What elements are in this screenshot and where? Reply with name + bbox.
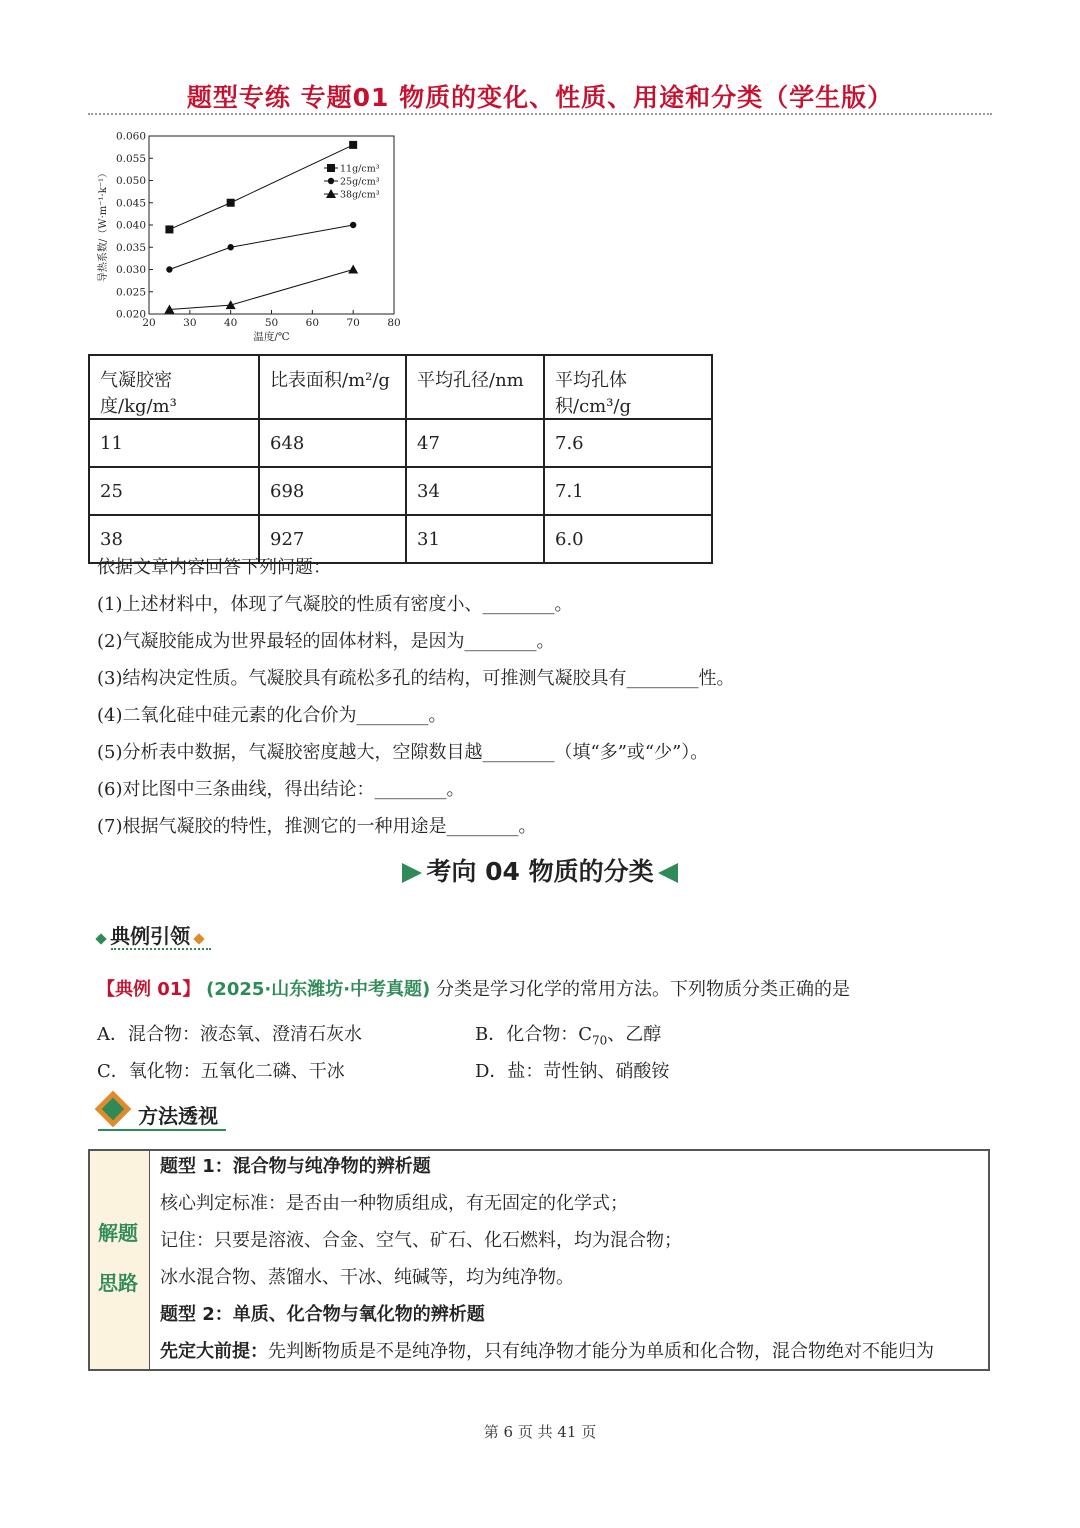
data-point-series-1: [349, 141, 357, 149]
heading-underline: [111, 948, 211, 950]
question-3: (3)结构决定性质。气凝胶具有疏松多孔的结构，可推测气凝胶具有________性。: [97, 668, 735, 689]
method-line-3: 记住：只要是溶液、合金、空气、矿石、化石燃料，均为混合物；: [160, 1230, 682, 1251]
example-question: [97, 975, 850, 1001]
questions-intro: 依据文章内容回答下列问题：: [97, 557, 331, 578]
table-row: [89, 419, 712, 467]
method-line-1: 题型 1：混合物与纯净物的辨析题: [160, 1156, 431, 1177]
table-cell: 47: [406, 419, 544, 467]
side-label-1: 解题: [98, 1221, 138, 1245]
question-1: (1)上述材料中，体现了气凝胶的性质有密度小、________。: [97, 594, 573, 615]
section-title-text: 考向 04 物质的分类: [426, 857, 654, 886]
option-b: [475, 1020, 661, 1048]
question-7: (7)根据气凝胶的特性，推测它的一种用途是________。: [97, 816, 537, 837]
method-heading: [98, 1093, 228, 1133]
x-tick-label: 50: [264, 317, 279, 329]
option-c: C．氧化物：五氧化二磷、干冰: [97, 1061, 345, 1082]
method-line-4: 冰水混合物、蒸馏水、干冰、纯碱等，均为纯净物。: [160, 1267, 574, 1288]
y-tick-label: 0.040: [115, 219, 146, 232]
table-cell: 11: [89, 419, 259, 467]
table-cell: 698: [259, 467, 406, 515]
method-line-6-rest: 先判断物质是不是纯净物，只有纯净物才能分为单质和化合物，混合物绝对不能归为: [268, 1341, 934, 1362]
data-point-series-2: [227, 244, 233, 250]
method-line-2: 核心判定标准：是否由一种物质组成，有无固定的化学式；: [160, 1193, 628, 1214]
x-tick-label: 20: [142, 317, 156, 329]
data-point-series-3: [348, 265, 358, 274]
table-header-row: [89, 355, 712, 419]
table-row: [89, 467, 712, 515]
y-tick-label: 0.045: [115, 197, 146, 210]
table-cell: 34: [406, 467, 544, 515]
series-line-1: [169, 145, 353, 230]
data-point-series-2: [166, 266, 172, 272]
table-cell: 6.0: [544, 515, 712, 563]
data-point-series-1: [165, 225, 173, 233]
table-cell: 927: [259, 515, 406, 563]
y-tick-label: 0.060: [115, 130, 146, 143]
x-tick-label: 60: [305, 317, 320, 329]
data-point-series-1: [227, 199, 235, 207]
arrow-left-icon: [658, 863, 678, 883]
y-tick-label: 0.025: [115, 286, 146, 299]
table-cell: 25: [89, 467, 259, 515]
series-line-3: [169, 270, 353, 310]
option-b-subscript: 70: [592, 1033, 608, 1048]
question-4: (4)二氧化硅中硅元素的化合价为________。: [97, 705, 447, 726]
option-b-suffix: 、乙醇: [607, 1024, 662, 1045]
x-tick-label: 80: [387, 317, 401, 329]
table-header-cell: 平均孔体积/cm³/g: [544, 355, 712, 419]
example-source: (2025·山东潍坊·中考真题): [206, 979, 431, 1000]
diamond-icon: [194, 933, 205, 944]
table-cell: 31: [406, 515, 544, 563]
table-header-cell: 平均孔径/nm: [406, 355, 544, 419]
method-line-6: [160, 1337, 934, 1363]
aerogel-data-table: [88, 354, 713, 564]
question-2: (2)气凝胶能成为世界最轻的固体材料，是因为________。: [97, 631, 555, 652]
thermal-conductivity-chart: [92, 126, 412, 348]
table-header-cell: 比表面积/m²/g: [259, 355, 406, 419]
y-tick-label: 0.055: [115, 152, 146, 165]
arrow-right-icon: [402, 863, 422, 883]
method-side-panel: [90, 1151, 150, 1369]
legend-label: 38g/cm³: [340, 189, 380, 201]
example-label: 【典例 01】: [97, 979, 201, 1000]
x-tick-label: 70: [346, 317, 360, 329]
header-divider: [88, 113, 992, 115]
y-tick-label: 0.035: [115, 241, 146, 254]
page-footer: 第 6 页 共 41 页: [483, 1423, 597, 1441]
table-cell: 7.1: [544, 467, 712, 515]
legend-label: 25g/cm³: [340, 176, 380, 188]
example-heading: [97, 920, 203, 949]
y-axis-label: 导热系数/（W·m⁻¹·k⁻¹）: [98, 167, 109, 283]
method-line-5: 题型 2：单质、化合物与氧化物的辨析题: [160, 1304, 485, 1325]
example-heading-text: 典例引领: [110, 924, 191, 948]
option-a: A．混合物：液态氧、澄清石灰水: [97, 1024, 362, 1045]
legend-label: 11g/cm³: [340, 163, 380, 175]
question-5: (5)分析表中数据，气凝胶密度越大，空隙数目越________（填“多”或“少”）。: [97, 742, 709, 763]
section-heading: [0, 852, 1080, 888]
legend-marker: [328, 178, 334, 184]
series-line-2: [169, 225, 353, 270]
x-tick-label: 40: [223, 317, 238, 329]
y-tick-label: 0.050: [115, 175, 146, 187]
table-cell: 7.6: [544, 419, 712, 467]
method-line-6-bold: 先定大前提：: [160, 1341, 268, 1362]
x-tick-label: 30: [183, 317, 197, 329]
diamond-icon: [95, 933, 106, 944]
page-title: 题型专练 专题01 物质的变化、性质、用途和分类（学生版）: [186, 83, 894, 112]
table-cell: 38: [89, 515, 259, 563]
table-header-cell: 气凝胶密度/kg/m³: [89, 355, 259, 419]
option-b-prefix: B．化合物：C: [475, 1024, 592, 1045]
legend-marker: [327, 164, 335, 172]
side-label-2: 思路: [98, 1271, 138, 1295]
table-cell: 648: [259, 419, 406, 467]
method-heading-text: 方法透视: [138, 1104, 218, 1128]
data-point-series-2: [350, 222, 356, 228]
x-axis-label: 温度/℃: [253, 331, 290, 343]
option-d: D．盐：苛性钠、硝酸铵: [475, 1061, 670, 1082]
question-6: (6)对比图中三条曲线，得出结论：________。: [97, 779, 465, 800]
heading-underline: [98, 1129, 226, 1131]
example-text: 分类是学习化学的常用方法。下列物质分类正确的是: [436, 979, 851, 1000]
y-tick-label: 0.030: [115, 264, 146, 276]
y-tick-label: 0.020: [115, 308, 146, 321]
